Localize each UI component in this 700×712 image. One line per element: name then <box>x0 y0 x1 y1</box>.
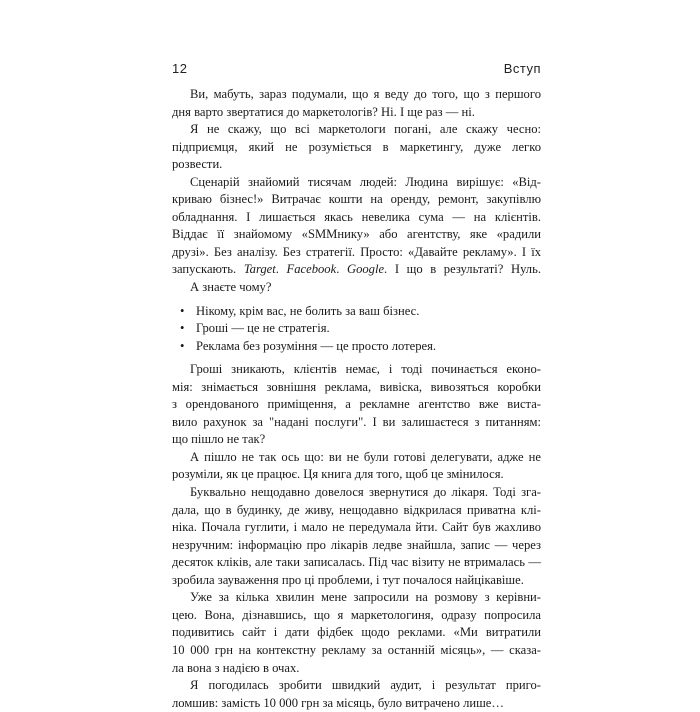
text-line: криваю бізнес!» Витрачає кошти на оренду, ремонт, закупівлю <box>172 192 541 207</box>
text-line: Буквально нещодавно довелося звернутися до лікаря. Тоді зга- <box>190 485 541 500</box>
text-line: підприємця, який не розуміється в маркетингу, дуже легко <box>172 139 541 154</box>
list-item-text: Нікому, крім вас, не болить за ваш бізнес. <box>196 303 420 318</box>
paragraph-6 <box>172 449 541 484</box>
text-line: Я погодилась зробити швидкий аудит, і результат приго- <box>190 678 541 693</box>
text-run: . <box>275 262 287 277</box>
text-line: подивитись сайт і дати фідбек щодо реклами. «Ми витратили <box>172 625 541 640</box>
text-line: А знаєте чому? <box>190 280 272 295</box>
text-line: дня варто звертатися до маркетологів? Ні. І ще раз — ні. <box>172 104 475 119</box>
section-title: Вступ <box>503 61 541 76</box>
page-header <box>172 61 541 81</box>
text-run: запускають. <box>172 262 244 277</box>
text-line: з орендованого приміщення, а рекламне агентство вже виста- <box>172 397 541 412</box>
text-line: обладнання. І лишається якась невелика сума — на клієнтів. <box>172 209 541 224</box>
text-line: ломшив: замість 10 000 грн за місяць, було витрачено лише… <box>172 695 504 710</box>
text-line: розуміли, як це працює. Ця книга для того, щоб це змінилося. <box>172 467 504 482</box>
text-line: що пішло не так? <box>172 432 266 447</box>
paragraph-4 <box>172 279 541 297</box>
paragraph-3 <box>172 174 541 279</box>
bullet-icon: • <box>180 321 185 336</box>
paragraph-2 <box>172 121 541 174</box>
text-line: ніка. Почала гуглити, і мало не передумала йти. Сайт був жахливо <box>172 520 541 535</box>
paragraph-5 <box>172 361 541 449</box>
paragraph-9 <box>172 677 541 712</box>
text-line: А пішло не так ось що: ви не були готові делегувати, адже не <box>190 449 541 464</box>
text-run-italic: Target <box>243 262 276 277</box>
text-line: десяток кліків, але таки записалась. Під час візиту не втрималась — <box>172 555 541 570</box>
text-line: Я не скажу, що всі маркетологи погані, але скажу чесно: <box>190 122 541 137</box>
text-line: друзі». Без аналізу. Без стратегії. Просто: «Давайте рекламу». І їх <box>172 244 541 259</box>
text-line: Гроші зникають, клієнтів немає, і тоді починається еконо- <box>190 362 541 377</box>
text-line: мія: знімається зовнішня реклама, вивіска, вивозяться коробки <box>172 379 541 394</box>
text-line: дала, що в будинку, де живу, нещодавно відкрилася приватна клі- <box>172 502 541 517</box>
text-line: 10 000 грн на контекстну рекламу за останній місяць», — сказа- <box>172 642 541 657</box>
text-line: Віддає її знайомому «SMMнику» або агентству, яке «радили <box>172 227 541 242</box>
text-run-italic: Facebook <box>286 262 337 277</box>
text-line: Сценарій знайомий тисячам людей: Людина вирішує: «Від- <box>190 174 541 189</box>
text-run: . І що в результаті? Нуль. <box>384 262 541 277</box>
text-run-italic: Google <box>346 262 385 277</box>
paragraph-1 <box>172 86 541 121</box>
text-line: незручним: інформацію про лікарів ледве знайшла, запис — через <box>172 537 541 552</box>
text-line: вило рахунок за "надані послуги". І ви залишаєтеся з питанням: <box>172 414 541 429</box>
list-item <box>172 338 541 356</box>
text-line: Уже за кілька хвилин мене запросили на розмову з керівни- <box>190 590 541 605</box>
list-item <box>172 320 541 338</box>
bullet-list <box>172 303 541 356</box>
text-run: . <box>336 262 347 277</box>
bullet-icon: • <box>180 303 185 318</box>
bullet-icon: • <box>180 338 185 353</box>
paragraph-7 <box>172 484 541 589</box>
text-line: Ви, мабуть, зараз подумали, що я веду до того, що з першого <box>190 87 541 101</box>
text-line: цею. Вона, дізнавшись, що я маркетологиня, одразу попросила <box>172 607 541 622</box>
text-line <box>172 261 541 279</box>
text-line: розвести. <box>172 157 223 172</box>
list-item-text: Реклама без розуміння — це просто лотерея. <box>196 338 437 353</box>
page-number: 12 <box>172 61 188 76</box>
list-item <box>172 303 541 321</box>
paragraph-8 <box>172 589 541 677</box>
list-item-text: Гроші — це не стратегія. <box>196 321 330 336</box>
text-line: ла вона з надією в очах. <box>172 660 300 675</box>
text-line: зробила зауваження про ці проблеми, і тут почалося найцікавіше. <box>172 572 524 587</box>
body-text <box>172 86 541 712</box>
